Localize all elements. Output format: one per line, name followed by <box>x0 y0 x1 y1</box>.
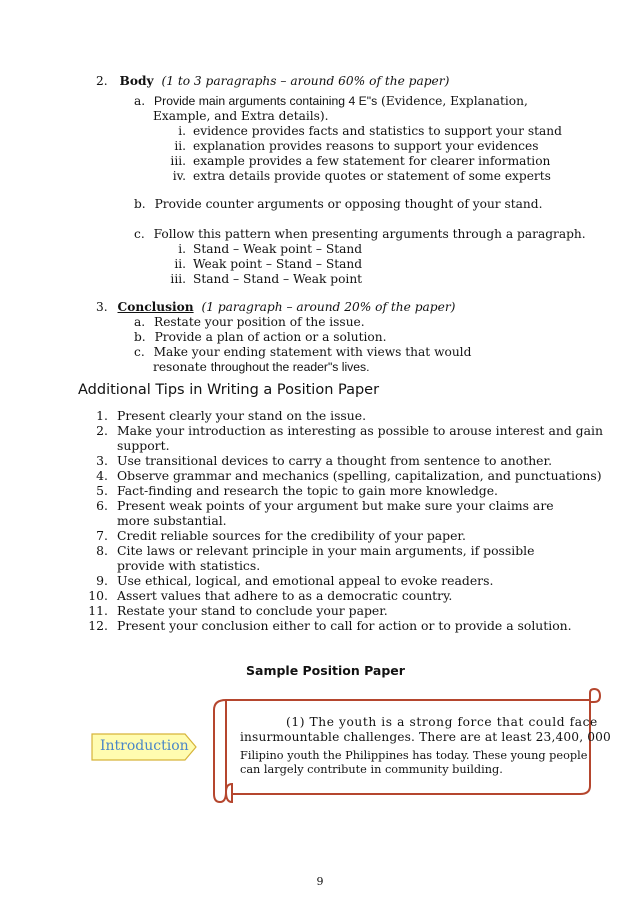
sample-line-3: Filipino youth the Philippines has today. These young people <box>240 749 588 762</box>
body-item: 2. Body (1 to 3 paragraphs – around 60% of the paper) <box>96 74 450 88</box>
tip-item: Fact-finding and research the topic to gain more knowledge. <box>117 483 498 498</box>
tip-item: Cite laws or relevant principle in your main arguments, if possible <box>117 543 535 558</box>
list-item: Stand – Weak point – Stand <box>193 242 363 256</box>
tip-item: Observe grammar and mechanics (spelling, capitalization, and punctuations) <box>117 468 602 483</box>
tip-item-cont: support. <box>117 438 170 453</box>
list-item: Stand – Stand – Weak point <box>193 272 363 286</box>
body-note: (1 to 3 paragraphs – around 60% of the paper) <box>161 74 450 88</box>
introduction-tag <box>91 733 197 761</box>
tip-item-cont: more substantial. <box>117 513 227 528</box>
body-item-b: b. Provide counter arguments or opposing thought of your stand. <box>134 197 543 211</box>
tip-item: Restate your stand to conclude your paper. <box>117 603 388 618</box>
list-item: example provides a few statement for clearer information <box>193 154 551 168</box>
sample-line-1: (1) The youth is a strong force that could face <box>286 715 598 729</box>
list-item: explanation provides reasons to support your evidences <box>193 139 539 153</box>
scroll-shape-icon <box>212 688 611 806</box>
list-item: c. Make your ending statement with views that would <box>134 345 472 359</box>
list-item-cont: resonate throughout the reader"s lives. <box>153 360 370 374</box>
sample-line-4: can largely contribute in community building. <box>240 763 503 776</box>
body-item-a: a. Provide main arguments containing 4 E"s (Evidence, Explanation, <box>134 94 528 108</box>
sample-title: Sample Position Paper <box>246 663 405 678</box>
conclusion-note: (1 paragraph – around 20% of the paper) <box>201 300 456 314</box>
list-item: Weak point – Stand – Stand <box>193 257 363 271</box>
sample-scroll <box>212 688 611 806</box>
tip-item: Present your conclusion either to call for action or to provide a solution. <box>117 618 572 633</box>
tip-item: Present weak points of your argument but make sure your claims are <box>117 498 554 513</box>
tip-item-cont: provide with statistics. <box>117 558 261 573</box>
tip-item: Credit reliable sources for the credibility of your paper. <box>117 528 466 543</box>
tip-item: Use ethical, logical, and emotional appeal to evoke readers. <box>117 573 494 588</box>
list-item: b. Provide a plan of action or a solution. <box>134 330 387 344</box>
body-title: Body <box>119 74 154 88</box>
body-item-a-cont: Example, and Extra details). <box>153 109 329 123</box>
list-item: evidence provides facts and statistics to support your stand <box>193 124 562 138</box>
introduction-label: Introduction <box>100 738 189 754</box>
tip-item: Assert values that adhere to as a democratic country. <box>117 588 453 603</box>
page-number: 9 <box>316 875 324 888</box>
list-item: a. Restate your position of the issue. <box>134 315 365 329</box>
tips-heading: Additional Tips in Writing a Position Paper <box>78 382 380 398</box>
sample-line-2: insurmountable challenges. There are at least 23,400, 000 <box>240 730 611 744</box>
conclusion-item: 3. Conclusion (1 paragraph – around 20% of the paper) <box>96 300 456 314</box>
body-item-c: c. Follow this pattern when presenting arguments through a paragraph. <box>134 227 586 241</box>
list-item: extra details provide quotes or statement of some experts <box>193 169 551 183</box>
conclusion-title: Conclusion <box>117 300 194 314</box>
tip-item: Make your introduction as interesting as possible to arouse interest and gain <box>117 423 603 438</box>
tip-item: Present clearly your stand on the issue. <box>117 408 367 423</box>
tip-item: Use transitional devices to carry a thought from sentence to another. <box>117 453 553 468</box>
